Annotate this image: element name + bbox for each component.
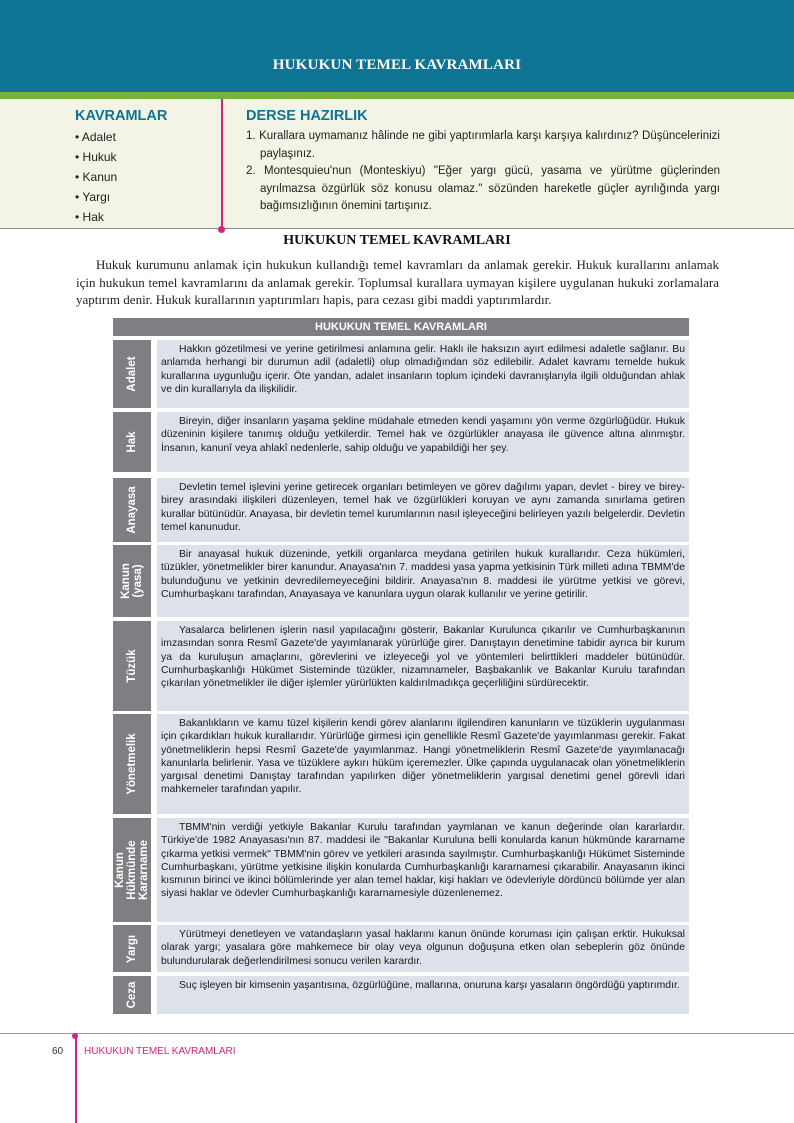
row-text: Bireyin, diğer insanların yaşama şekline müdahale etmeden kendi yaşamını yön verme özgürlüğüdür. Hukuk düzeninin kişilere tanımış olduğu yetkilerdir. Temel hak ve özgürlükler anayasa ile güvence altına alınmıştır. İnsanın, kanunî veya ahlakî nedenlerle, sahip olduğu ve yapabildiği her şey. [157,412,689,472]
concept-row-yargi [113,925,689,972]
concept-row-ceza [113,976,689,1014]
preparation-questions [246,128,720,216]
row-label: Kanun Hükmünde Kararname [114,839,150,901]
concept-row-adalet [113,340,689,408]
concepts-title: KAVRAMLAR [75,108,168,124]
row-label: Kanun (yasa) [120,563,144,599]
preparation-title: DERSE HAZIRLIK [246,108,368,124]
intro-paragraph: Hukuk kurumunu anlamak için hukukun kullandığı temel kavramları da anlamak gerekir. Hukuk kurallarını anlamak için hukukun temel kavramlarını da anlamak gerekir. Toplumsal kurallara uymayan kişilere uygulanan hukuki zorlamalara yaptırım denir. Hukuk kurallarının yaptırımları hapis, para cezası gibi maddi yaptırımlardır. [76,257,719,307]
footer-title: HUKUKUN TEMEL KAVRAMLARI [84,1046,236,1057]
row-label-box [113,621,151,711]
row-label-box [113,925,151,972]
row-label: Ceza [126,981,138,1009]
concept-item: • Hukuk [75,150,117,164]
header-band [0,0,794,92]
concepts-list [75,128,117,228]
preparation-question: 2. Montesquieu'nun (Monteskiyu) "Eğer yargı gücü, yasama ve yürütme güçlerinden ayrılmazsa özgürlük söz konusu olamaz." sözünden hareketle güçler ayrılığında yargı bağımsızlığının önemini tartışınız. [246,165,720,212]
concept-row-tuzuk [113,621,689,711]
divider-dot [218,226,225,233]
row-text: Yürütmeyi denetleyen ve vatandaşların yasal haklarını kanun önünde koruması için çalışan erktir. Hukuksal olarak yargı; yasalara göre mahkemece bir olay veya olgunun doğuşuna etken olan sebeplerin göz önünde bulundurularak değerlendirilmesi sonucu verilen karardır. [157,925,689,972]
row-text: Bir anayasal hukuk düzeninde, yetkili organlarca meydana getirilen hukuk kurallarıdır. Ceza hükümleri, tüzükler, yönetmelikler birer kanundur. Anayasa'nın 7. maddesi yasa yapma yetkisinin Türk milleti adına TBMM'de bulunduğunu ve yetkinin devredilemeyeceğini bildirir. Anayasa'nın 8. maddesi ile yürütme yetkisi ve görevi, Cumhurbaşkanı tarafından, Anayasaya ve kanunlara uygun olarak kullanılır ve yerine getirilir. [157,545,689,617]
page-number: 60 [52,1046,64,1057]
concept-item: • Yargı [75,190,111,204]
footer-divider [75,1036,77,1123]
row-label: Hak [126,431,138,453]
row-label: Tüzük [126,649,138,683]
footer-rule [0,1033,794,1034]
row-label-box [113,976,151,1014]
row-text: TBMM'nin verdiği yetkiyle Bakanlar Kurulu tarafından yaymlanan ve kanun değerinde olan kararlardır. Türkiye'de 1982 Anayasası'nın 87. maddesi ile "Bakanlar Kuruluna belli konularda kanun hükmünde kararname çıkarma yetkisi vermek" TBMM'nin görev ve yetkileri arasında sayılmıştır. Cumhurbaşkanlığı Hükümet Sisteminde Cumhurbaşkanı, yürütme yetkisine ilişkin konularda Cumhurbaşkanlığı kararnamesi çıkarabilir. Anayasanın ikinci kısmının birinci ve ikinci bölümlerinde yer alan temel haklar, kişi hakları ve ödevleriyle dördüncü bölümde yer alan siyasi haklar ve ödevler Cumhurbaşkanlığı kararnamesiyle düzenlenemez. [157,818,689,922]
row-label-box [113,478,151,542]
row-label: Yönetmelik [126,733,138,795]
row-label: Anayasa [126,486,138,534]
concept-row-hak [113,412,689,472]
preparation-divider [221,99,223,230]
row-label: Yargı [126,934,138,963]
accent-bar [0,92,794,99]
concept-row-yonetmelik [113,714,689,814]
concept-row-kanun [113,545,689,617]
preparation-question: 1. Kurallara uymamanız hâlinde ne gibi yaptırımlarla karşı karşıya kalırdınız? Düşüncelerinizi paylaşınız. [246,130,720,160]
table-header: HUKUKUN TEMEL KAVRAMLARI [113,318,689,336]
row-label-box [113,412,151,472]
concept-item: • Kanun [75,170,118,184]
concept-row-anayasa [113,478,689,542]
row-label-box [113,545,151,617]
row-label: Adalet [126,356,138,392]
row-text: Bakanlıkların ve kamu tüzel kişilerin kendi görev alanlarını ilgilendiren kanunların ve tüzüklerin uygulanması için çıkardıkları hukuk kurallarıdır. Yürürlüğe girmesi için genellikle Resmî Gazete'de yayımlanması gerekir. Fakat yönetmeliklerin hepsi Resmî Gazete'de yayımlanmaz. Hangi yönetmeliklerin Resmî Gazete'de yayımlanacağı kanunlarla belirlenir. Yasa ve tüzüklere aykırı hüküm içeremezler. Ülke çapında uygulanacak olan yönetmeliklerin yargısal denetimi Danıştay tarafından yapılırken diğer yönetmeliklerin yargısal denetimi genel görevli idari mahkemeler tarafından yapılır. [157,714,689,814]
section-title: HUKUKUN TEMEL KAVRAMLARI [283,233,511,248]
row-label-box [113,818,151,922]
concept-item: • Adalet [75,130,116,144]
row-text: Suç işleyen bir kimsenin yaşantısına, özgürlüğüne, mallarına, onuruna karşı yasaların öngördüğü yaptırımdır. [157,976,689,1014]
row-label-box [113,714,151,814]
concept-item: • Hak [75,210,104,224]
row-label-box [113,340,151,408]
footer-dot [72,1033,78,1039]
row-text: Yasalarca belirlenen işlerin nasıl yapılacağını gösterir, Bakanlar Kurulunca çıkarılır ve Cumhurbaşkanının imzasından sonra Resmî Gazete'de yayımlanarak yürürlüğe girer. Danıştayın denetimine tabidir ayrıca bir kurum ya da kuruluşun amaçlarını, görevlerini ve izleyeceği yol ve yöntemleri belirttikleri maddeler bütünüdür. Cumhurbaşkanlığı Hükümet Sisteminde tüzükler, nizamnameler, Başbakanlık ve Bakanlar Kurulu tarafından çıkarılan yönetmelikler ile diğer işlemler yürürlükten kaldırılmadıkça geçerliliğini sürdürecektir. [157,621,689,711]
row-text: Devletin temel işlevini yerine getirecek organları betimleyen ve görev dağılımı yapan, devlet - birey ve birey-birey arasındaki ilişkileri düzenleyen, temel hak ve özgürlükleri koruyan ve aynı zamanda sınırlama getiren kurallar bütünüdür. Anayasa, bir devletin temel kurumlarının nasıl işleyeceğini belirleyen yazılı belgelerdir. Devletin temel kanunudur. [157,478,689,542]
page-title: HUKUKUN TEMEL KAVRAMLARI [272,57,522,73]
row-text: Hakkın gözetilmesi ve yerine getirilmesi anlamına gelir. Haklı ile haksızın ayırt edilmesi adaletle sağlanır. Bu anlamda herhangi bir durumun adil (adaletli) olup olmadığından söz edilebilir. Adalet kavramı temelde hukuk kurallarına uygunluğu içerir. Öte yandan, adalet insanların toplum içindeki davranışlarıyla ilgili olduğundan ahlak ve din kurallarıyla da ilişkilidir. [157,340,689,408]
concept-row-khk [113,818,689,922]
